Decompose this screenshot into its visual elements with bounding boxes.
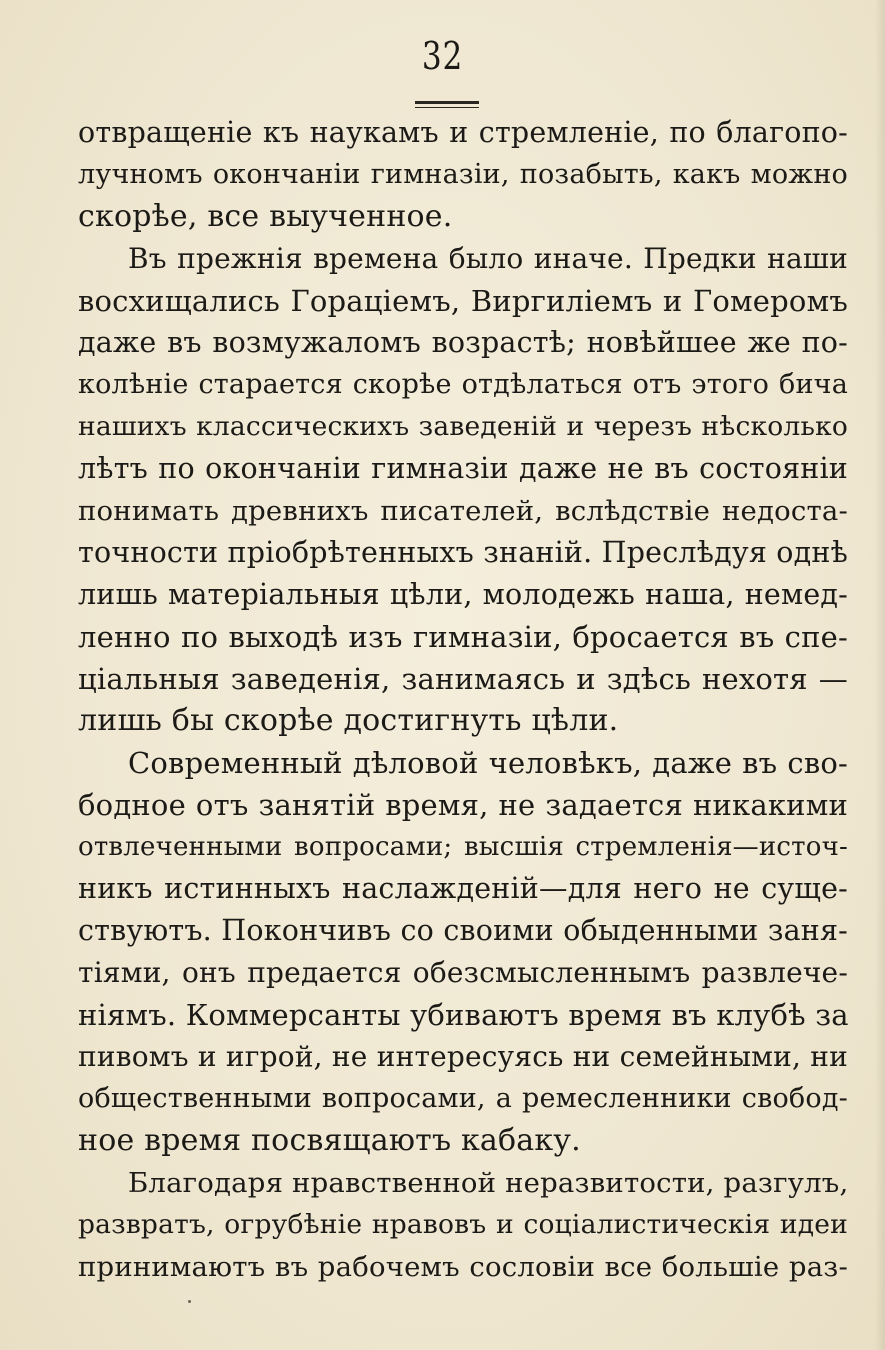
text-line: лучномъ окончаніи гимназіи, позабыть, какъ можно (78, 159, 848, 190)
text-line: отвлеченными вопросами; высшія стремленія—источ- (78, 832, 848, 862)
page-number-rule-thin (415, 107, 479, 108)
text-line: бодное отъ занятій время, не задается никакими (78, 788, 848, 822)
text-line: точности пріобрѣтенныхъ знаній. Преслѣдуя однѣ (78, 536, 848, 569)
text-line: ное время посвящаютъ кабаку. (78, 1123, 581, 1158)
text-line: скорѣе, все выученное. (78, 199, 453, 234)
text-line: лишь матеріальныя цѣли, молодежь наша, немед- (78, 578, 848, 611)
text-line: развратъ, огрубѣніе нравовъ и соціалистическія идеи (78, 1209, 848, 1240)
text-line: общественными вопросами, а ремесленники свобод- (78, 1083, 848, 1114)
page-number-rule (415, 101, 479, 104)
text-line: Современный дѣловой человѣкъ, даже въ сво- (128, 746, 848, 780)
text-line: пивомъ и игрой, не интересуясь ни семейными, ни (78, 1040, 848, 1073)
text-line: лѣтъ по окончаніи гимназіи даже не въ состояніи (78, 452, 848, 485)
text-line: лишь бы скорѣе достигнуть цѣли. (78, 703, 619, 738)
text-line: колѣніе старается скорѣе отдѣлаться отъ этого бича (78, 369, 848, 400)
text-line: Благодаря нравственной неразвитости, разгулъ, (128, 1167, 849, 1199)
text-line: понимать древнихъ писателей, вслѣдствіе недоста- (78, 495, 848, 527)
text-line: никъ истинныхъ наслажденій—для него не суще- (78, 872, 848, 905)
text-line: Въ прежнія времена было иначе. Предки наши (128, 242, 848, 275)
text-line: ціальныя заведенія, занимаясь и здѣсь нехотя — (78, 662, 848, 696)
text-line: ленно по выходѣ изъ гимназіи, бросается въ спе- (78, 620, 848, 654)
body-text (78, 112, 848, 1288)
text-line: восхищались Гораціемъ, Виргиліемъ и Гомеромъ (78, 284, 848, 318)
paper-speck (188, 1300, 191, 1303)
text-line: тіями, онъ предается обезсмысленнымъ развлече- (78, 956, 848, 989)
text-line: ніямъ. Коммерсанты убиваютъ время въ клубѣ за (78, 998, 849, 1032)
page-number: 32 (421, 34, 464, 78)
text-line: даже въ возмужаломъ возрастѣ; новѣйшее же по- (78, 326, 848, 359)
text-line: принимаютъ въ рабочемъ сословіи все большіе раз- (78, 1251, 848, 1283)
page-edge-shadow (875, 0, 885, 1350)
text-line: нашихъ классическихъ заведеній и черезъ нѣсколько (78, 411, 848, 442)
text-line: отвращеніе къ наукамъ и стремленіе, по благопо- (78, 116, 848, 149)
text-line: ствуютъ. Покончивъ со своими обыденными заня- (78, 914, 848, 947)
